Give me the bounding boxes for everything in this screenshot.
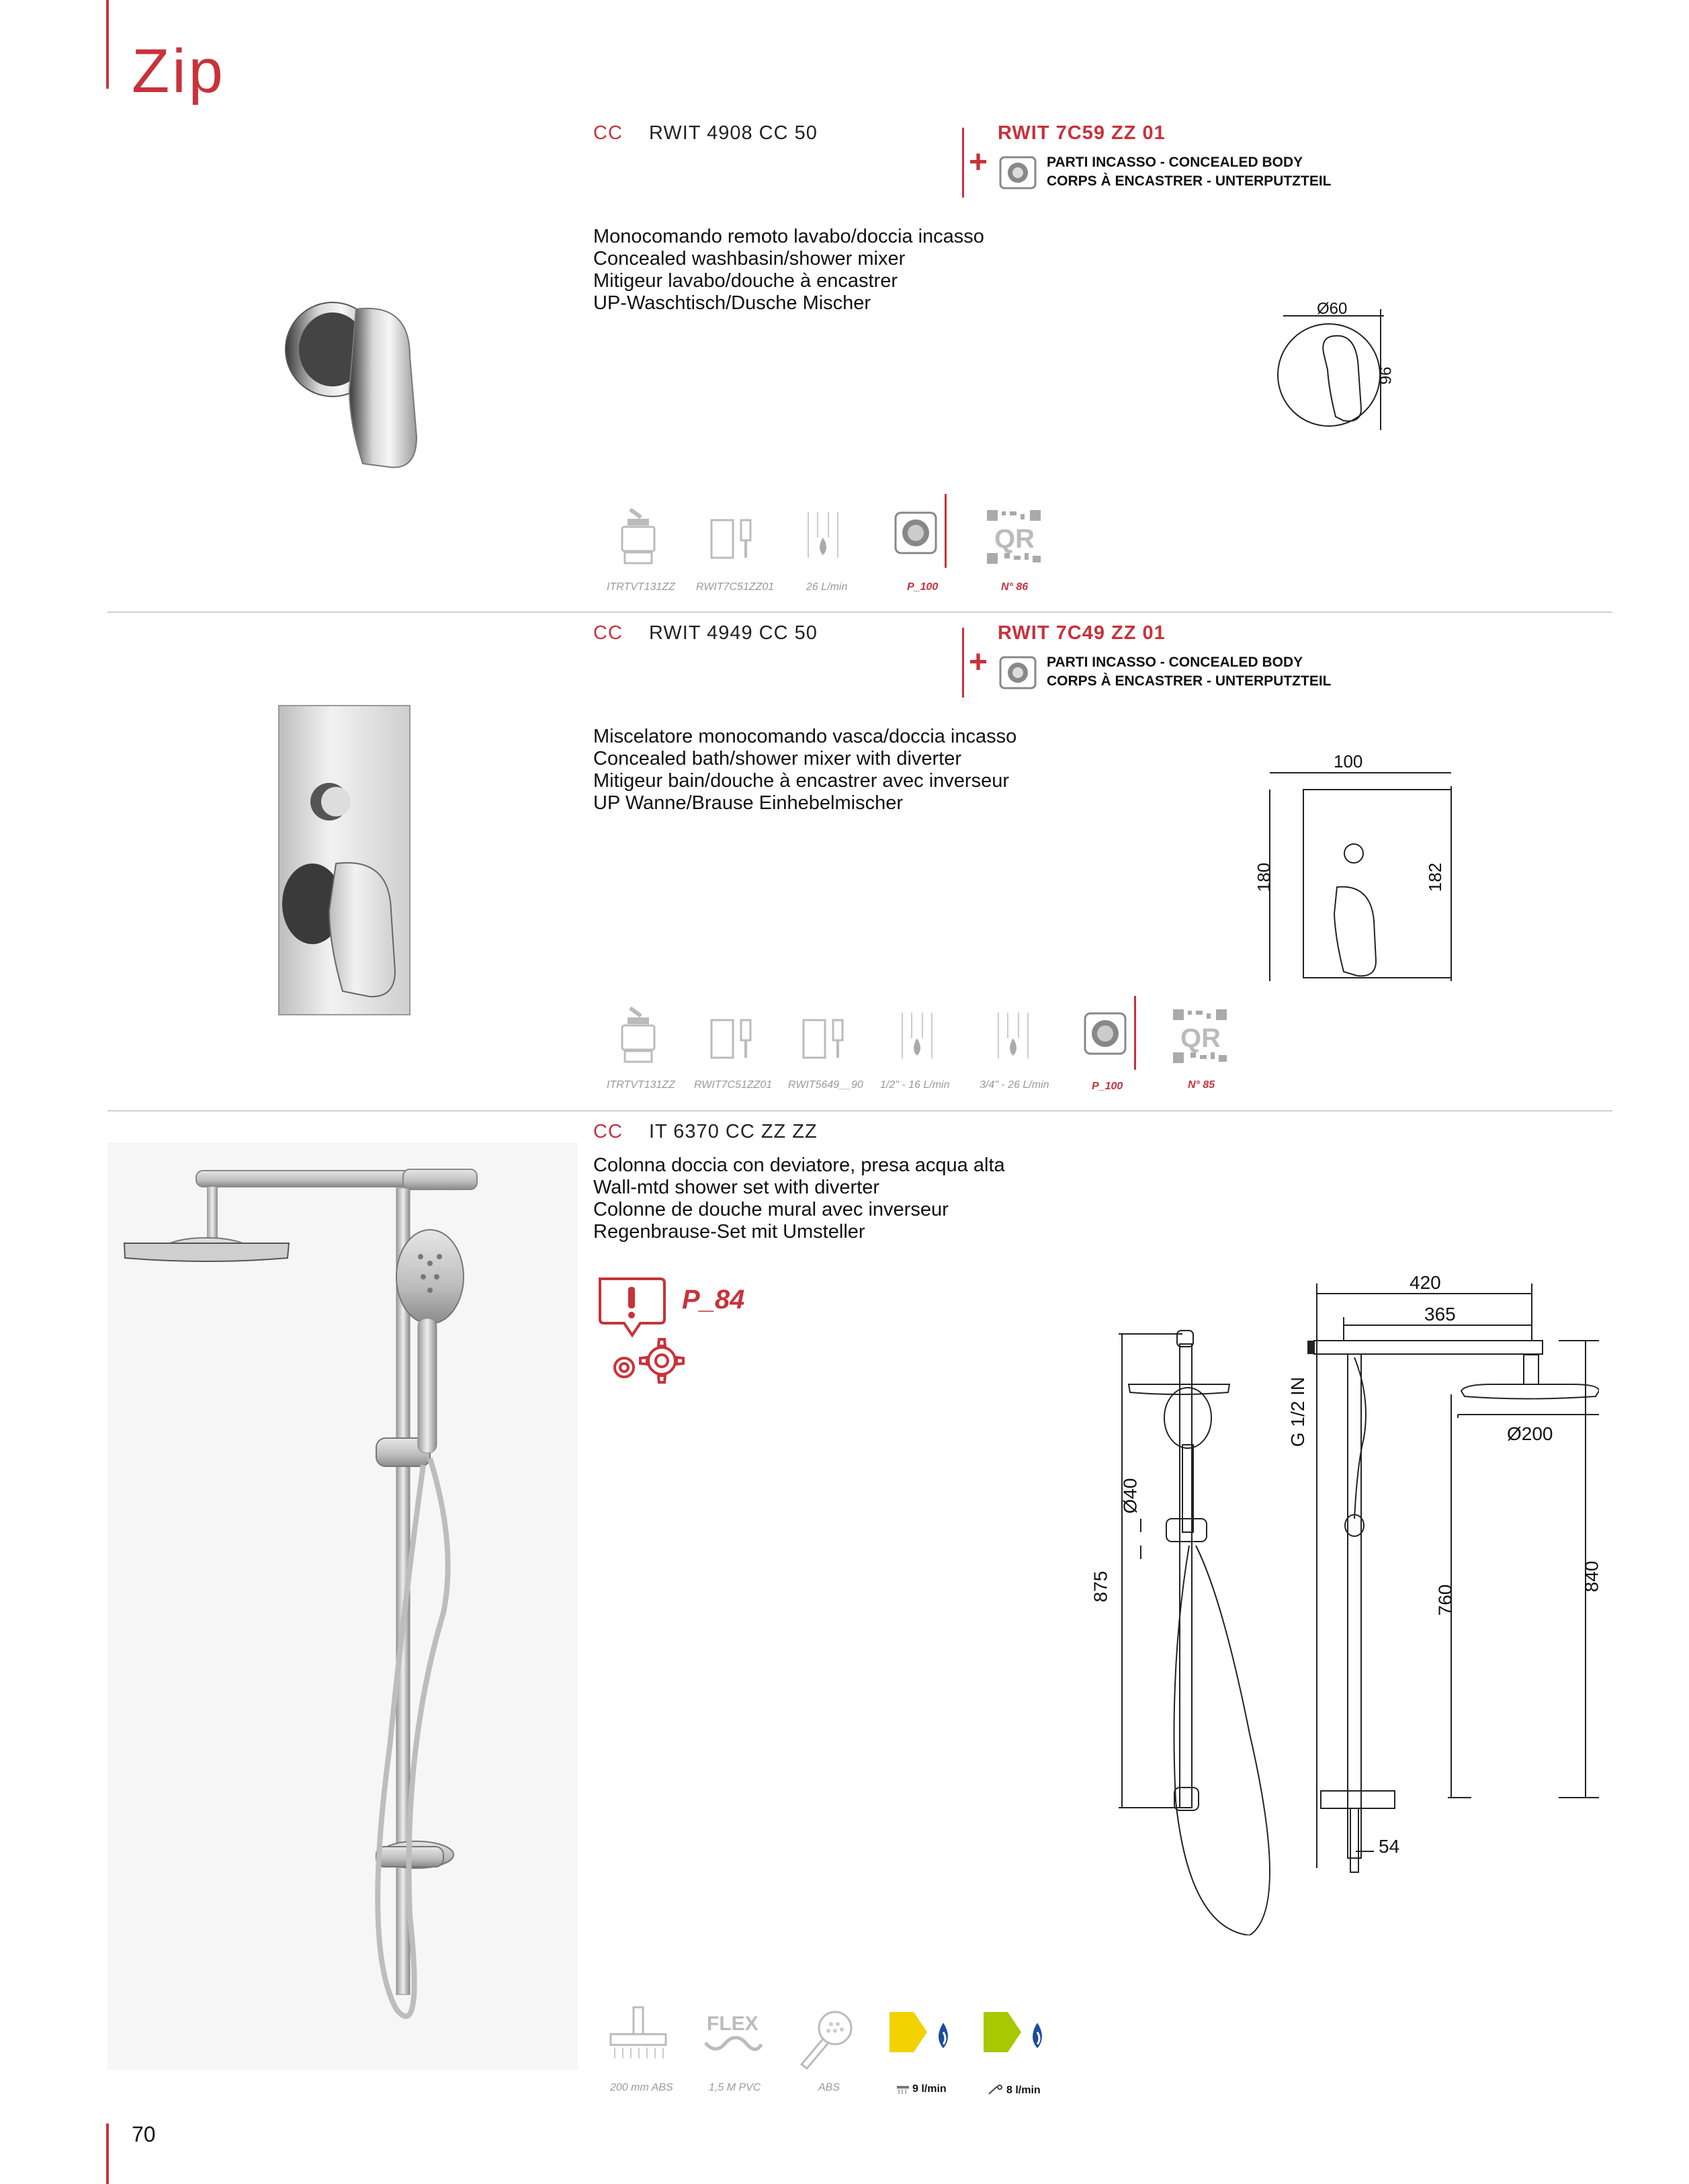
product-2-dim-right: 182: [1425, 862, 1446, 892]
product-2-prefix: CC: [593, 622, 623, 644]
icon-label-qr-number[interactable]: N° 85: [1188, 1079, 1215, 1091]
cartridge-icon: [618, 1003, 658, 1066]
concealed-part-icon: [1083, 1011, 1130, 1058]
product-1-concealed-code: RWIT 7C59 ZZ 01: [998, 122, 1166, 144]
page-title: Zip: [132, 37, 226, 106]
icon-label-page-ref[interactable]: P_100: [1092, 1081, 1123, 1092]
section-divider-1: [107, 612, 1612, 613]
concealed-divider-1: [962, 128, 964, 198]
product-2-dim-left: 180: [1254, 862, 1274, 892]
concealed-divider-2: [962, 628, 964, 698]
icon-label-cartridge: ITRTVT131ZZ: [607, 581, 675, 593]
icon-label-diverter: RWIT5649__90: [788, 1079, 863, 1091]
energy-label-green-icon: [981, 2009, 1048, 2056]
handle-icon: [709, 1015, 756, 1062]
dim-40: Ø40: [1119, 1478, 1141, 1514]
shower-mode-icon: [896, 2085, 910, 2095]
flow-rate-icon: [897, 1011, 937, 1065]
product-3-drawing: [1088, 1263, 1599, 1935]
icon-label-flow: 26 L/min: [806, 581, 848, 593]
dim-54: 54: [1379, 1836, 1400, 1857]
product-3-prefix: CC: [593, 1121, 623, 1142]
icon-label-flow-half: 1/2" - 16 L/min: [880, 1079, 950, 1091]
flex-label: FLEX: [707, 2013, 759, 2035]
icon-label-qr-number[interactable]: N° 86: [1001, 581, 1029, 593]
product-1-code: RWIT 4908 CC 50: [649, 122, 818, 144]
dim-420: 420: [1410, 1272, 1441, 1293]
icon-label-flow-three-quarter: 3/4" - 26 L/min: [980, 1079, 1049, 1091]
dim-840: 840: [1581, 1560, 1602, 1593]
footer-accent-bar: [106, 2124, 109, 2184]
diverter-handle-icon: [801, 1015, 848, 1062]
icon-label-cartridge: ITRTVT131ZZ: [607, 1079, 675, 1091]
icon-divider-1: [945, 494, 947, 568]
page-number: 70: [132, 2122, 156, 2146]
qr-code-icon: [984, 507, 1045, 568]
icon-label-page-ref[interactable]: P_100: [907, 581, 939, 593]
concealed-body-icon: [999, 156, 1037, 190]
dim-365: 365: [1424, 1304, 1456, 1325]
icon-divider-2: [1134, 996, 1136, 1070]
hose-icon: [702, 2036, 763, 2056]
warning-page-ref[interactable]: P_84: [682, 1285, 745, 1314]
dim-875: 875: [1090, 1570, 1111, 1603]
dim-200: Ø200: [1507, 1423, 1553, 1444]
qr-label: QR: [1180, 1023, 1221, 1053]
icon-label-handle: RWIT7C51ZZ01: [694, 1079, 773, 1091]
product-2-photo: [275, 702, 417, 1018]
dim-760: 760: [1434, 1584, 1456, 1616]
product-2-dim-width: 100: [1334, 751, 1363, 771]
dim-g-half-inch: G 1/2 IN: [1287, 1376, 1309, 1447]
plus-icon: +: [969, 644, 988, 680]
product-1-concealed-desc: PARTI INCASSO - CONCEALED BODY CORPS À ENCASTRER - UNTERPUTZTEIL: [1047, 155, 1332, 189]
plus-icon: +: [969, 144, 988, 180]
handle-icon: [709, 515, 756, 562]
qr-code-icon: [1170, 1007, 1231, 1067]
product-3-description: Colonna doccia con deviatore, presa acqua alta Wall-mtd shower set with diverter Colonne de douche mural avec inverseur Regenbrause-Set mit Umsteller: [593, 1154, 1005, 1243]
icon-label-handle: RWIT7C51ZZ01: [696, 581, 775, 593]
concealed-part-icon: [894, 511, 941, 558]
product-1-photo: [282, 289, 437, 477]
flow-rate-icon: [803, 511, 843, 564]
cartridge-icon: [618, 504, 658, 568]
section-divider-2: [107, 1110, 1612, 1111]
flow-label-shower: 9 l/min: [912, 2083, 947, 2095]
product-1-prefix: CC: [593, 122, 623, 144]
hand-shower-mode-icon: [988, 2085, 1004, 2095]
hand-shower-icon: [796, 2009, 857, 2070]
product-2-description: Miscelatore monocomando vasca/doccia incasso Concealed bath/shower mixer with diverter Mitigeur bain/douche à encastrer avec inverseur UP Wanne/Brause Einhebelmischer: [593, 726, 1017, 814]
qr-label: QR: [994, 524, 1035, 554]
energy-label-yellow-icon: [887, 2009, 954, 2056]
product-1-dim-height: 96: [1377, 366, 1395, 385]
product-1-dim-diameter: Ø60: [1317, 300, 1348, 318]
concealed-body-icon: [999, 656, 1037, 689]
product-2-code: RWIT 4949 CC 50: [649, 622, 818, 644]
flow-label-hand-shower: 8 l/min: [1006, 2085, 1041, 2096]
shower-head-size-icon: [608, 2006, 668, 2060]
product-2-concealed-code: RWIT 7C49 ZZ 01: [998, 622, 1166, 644]
product-2-concealed-desc: PARTI INCASSO - CONCEALED BODY CORPS À ENCASTRER - UNTERPUTZTEIL: [1047, 655, 1332, 689]
product-3-photo: [107, 1142, 578, 2070]
product-1-description: Monocomando remoto lavabo/doccia incasso Concealed washbasin/shower mixer Mitigeur lavabo/douche à encastrer UP-Waschtisch/Dusche Mischer: [593, 226, 984, 314]
icon-label-shower-head: 200 mm ABS: [610, 2082, 673, 2093]
title-accent-bar: [106, 0, 109, 89]
product-3-code: IT 6370 CC ZZ ZZ: [649, 1121, 818, 1142]
icon-label-hose: 1,5 M PVC: [709, 2082, 761, 2093]
flow-rate-icon: [993, 1011, 1033, 1065]
icon-label-hand-shower: ABS: [818, 2082, 840, 2093]
